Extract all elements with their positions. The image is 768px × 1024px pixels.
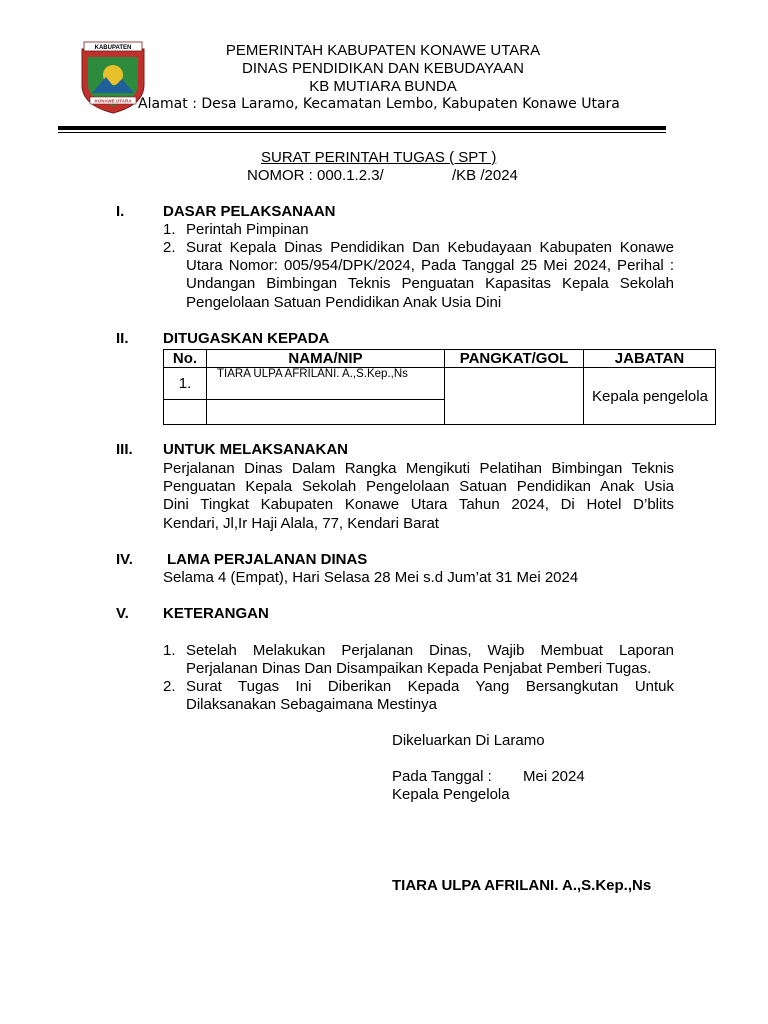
section1-item2-text [186, 239, 674, 312]
section3-line: Dini Tingkat Kabupaten Konawe Utara Tahun 2024, Di Hotel D’blits [163, 496, 674, 514]
signer-name: TIARA ULPA AFRILANI. A.,S.Kep.,Ns [392, 877, 652, 894]
table-row [164, 368, 716, 400]
section5-item2-text [186, 678, 674, 714]
signer-position: Kepala Pengelola [392, 786, 510, 803]
letterhead-divider-thin [58, 132, 666, 133]
section5-heading: KETERANGAN [163, 605, 269, 622]
assignee-table [163, 349, 716, 425]
table-cell-no: 1. [164, 368, 207, 400]
date-label: Pada Tanggal : [392, 768, 492, 785]
section3-number: III. [116, 441, 133, 458]
letterhead-address: Alamat : Desa Laramo, Kecamatan Lembo, Kabupaten Konawe Utara [138, 96, 620, 112]
section1-item1-text: Perintah Pimpinan [186, 221, 309, 238]
section5-item1-line: Setelah Melakukan Perjalanan Dinas, Wajib Membuat Laporan [186, 642, 674, 659]
section2-number: II. [116, 330, 129, 347]
table-cell-name: TIARA ULPA AFRILANI. A.,S.Kep.,Ns [207, 368, 445, 400]
section3-line: Kendari, Jl,Ir Haji Alala, 77, Kendari Barat [163, 514, 439, 532]
section5-item1-number: 1. [163, 642, 176, 659]
section2-heading: DITUGASKAN KEPADA [163, 330, 330, 347]
emblem-top-text: KABUPATEN [94, 45, 132, 51]
document-number-prefix: NOMOR : 000.1.2.3/ [247, 167, 384, 184]
section3-line: Perjalanan Dinas Dalam Rangka Mengikuti Pelatihan Bimbingan Teknis [163, 460, 674, 477]
section4-text: Selama 4 (Empat), Hari Selasa 28 Mei s.d Jum’at 31 Mei 2024 [163, 569, 579, 586]
date-value: Mei 2024 [523, 768, 585, 785]
section5-item2-line: Surat Tugas Ini Diberikan Kepada Yang Bersangkutan Untuk [186, 678, 674, 695]
issued-place: Dikeluarkan Di Laramo [392, 732, 545, 749]
letterhead-divider-thick [58, 126, 666, 130]
section5-number: V. [116, 605, 129, 622]
letterhead-line1: PEMERINTAH KABUPATEN KONAWE UTARA [225, 42, 541, 59]
section1-item2-number: 2. [163, 239, 176, 256]
section1-item1-number: 1. [163, 221, 176, 238]
section1-item2-line: Pengelolaan Satuan Pendidikan Anak Usia Dini [186, 293, 502, 311]
section1-heading: DASAR PELAKSANAAN [163, 203, 336, 220]
document-number-suffix: /KB /2024 [452, 167, 518, 184]
letterhead-line2: DINAS PENDIDIKAN DAN KEBUDAYAAN [241, 60, 524, 77]
table-header-rank: PANGKAT/GOL [445, 350, 584, 368]
table-header-name: NAMA/NIP [207, 350, 445, 368]
table-cell-rank [445, 368, 584, 425]
table-header-row [164, 350, 716, 368]
section3-heading: UNTUK MELAKSANAKAN [163, 441, 348, 458]
table-cell-empty [207, 400, 445, 425]
letterhead-line3: KB MUTIARA BUNDA [309, 78, 457, 95]
document-title: SURAT PERINTAH TUGAS ( SPT ) [261, 149, 497, 166]
section5-item2-line: Dilaksanakan Sebagaimana Mestinya [186, 696, 437, 714]
table-header-no: No. [164, 350, 207, 368]
section1-item2-line: Utara Nomor: 005/954/DPK/2024, Pada Tanggal 25 Mei 2024, Perihal : [186, 257, 674, 275]
section5-item1-line: Perjalanan Dinas Dan Disampaikan Kepada Penjabat Pemberi Tugas. [186, 660, 652, 678]
section4-number: IV. [116, 551, 133, 568]
table-cell-empty [164, 400, 207, 425]
table-cell-position: Kepala pengelola [584, 368, 716, 425]
section3-text [163, 460, 674, 533]
section5-item1-text [186, 642, 674, 678]
section3-line: Penguatan Kepala Sekolah Pengelolaan Satuan Pendidikan Anak Usia [163, 478, 674, 496]
section1-item2-line: Undangan Bimbingan Teknis Penguatan Kapasitas Kepala Sekolah [186, 275, 674, 293]
emblem-bottom-text: KONAWE UTARA [94, 98, 132, 104]
table-header-position: JABATAN [584, 350, 716, 368]
section1-number: I. [116, 203, 125, 220]
section5-item2-number: 2. [163, 678, 176, 695]
section1-item2-line: Surat Kepala Dinas Pendidikan Dan Kebudayaan Kabupaten Konawe [186, 239, 674, 256]
section4-heading: LAMA PERJALANAN DINAS [167, 551, 368, 568]
